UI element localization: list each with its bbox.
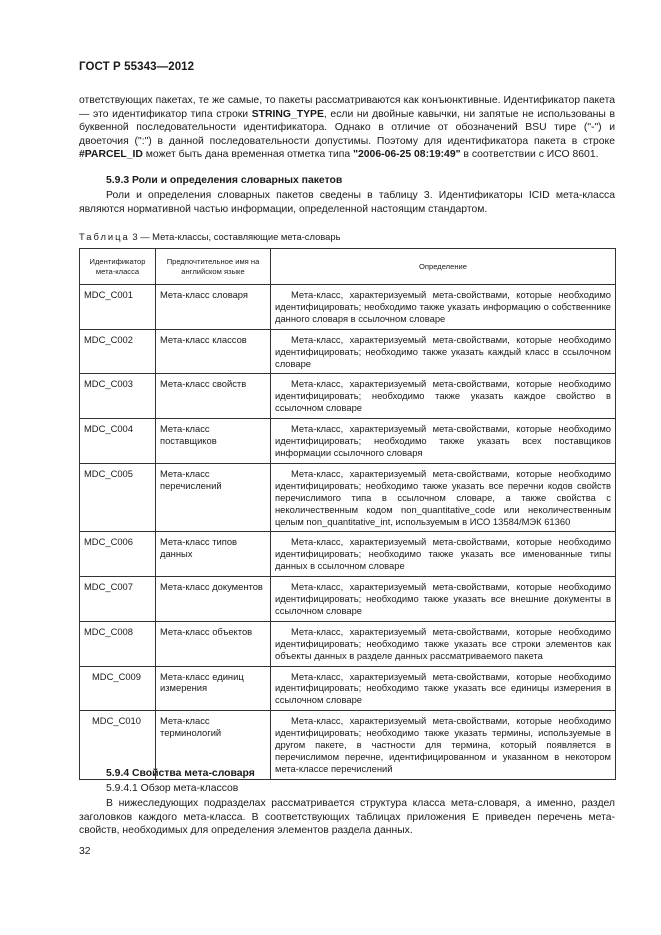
row-id: MDC_C006 xyxy=(80,532,156,577)
row-id: MDC_C007 xyxy=(80,577,156,622)
row-definition-text: Мета-класс, характеризуемый мета-свойствами, которые необходимо идентифицировать; необходимо также указать все внешние документы в ссылочном словаре xyxy=(275,581,611,616)
section-593-heading: 5.9.3 Роли и определения словарных пакетов xyxy=(106,175,343,186)
page-number: 32 xyxy=(79,846,91,857)
row-definition xyxy=(271,285,616,330)
document-header: ГОСТ Р 55343—2012 xyxy=(79,61,195,73)
parcel-id-term: #PARCEL_ID xyxy=(79,149,143,161)
row-name: Мета-класс документов xyxy=(156,577,271,622)
intro-paragraph xyxy=(79,94,615,162)
header-name: Предпочтительное имя на английском языке xyxy=(156,249,271,285)
row-definition-text: Мета-класс, характеризуемый мета-свойствами, которые необходимо идентифицировать; необходимо также указать термины, используемые в другом пакете, в частности для термина, который появляется в перечислимом перечне, идентифицированном и указанном в некотором мета-классе перечислений xyxy=(275,715,611,774)
section-5941-heading: 5.9.4.1 Обзор мета-классов xyxy=(106,783,239,794)
table-row xyxy=(80,621,616,666)
row-id: MDC_C010 xyxy=(80,711,156,780)
row-definition xyxy=(271,374,616,419)
table-row xyxy=(80,374,616,419)
row-definition xyxy=(271,666,616,711)
row-name: Мета-класс терминологий xyxy=(156,711,271,780)
row-definition-text: Мета-класс, характеризуемый мета-свойствами, которые необходимо идентифицировать; необходимо также указать все именованные типы данных в ссылочном словаре xyxy=(275,536,611,572)
table-row xyxy=(80,329,616,374)
row-name: Мета-класс словаря xyxy=(156,285,271,330)
row-id: MDC_C003 xyxy=(80,374,156,419)
intro-text-3: может быть дана временная отметка типа xyxy=(142,149,354,161)
row-definition-text: Мета-класс, характеризуемый мета-свойствами, которые необходимо идентифицировать; необходимо также указать всех поставщиков информации ссылочного словаря xyxy=(275,423,611,458)
row-definition xyxy=(271,532,616,577)
row-name: Мета-класс поставщиков xyxy=(156,419,271,464)
row-name: Мета-класс перечислений xyxy=(156,463,271,532)
row-name: Мета-класс единиц измерения xyxy=(156,666,271,711)
row-definition-text: Мета-класс, характеризуемый мета-свойствами, которые необходимо идентифицировать; необходимо также указать каждый класс в ссылочном словаре xyxy=(275,333,611,369)
row-name: Мета-класс типов данных xyxy=(156,532,271,577)
header-definition: Определение xyxy=(271,249,616,285)
row-definition-text: Мета-класс, характеризуемый мета-свойствами, которые необходимо идентифицировать; необходимо также указать все единицы измерения в ссылочном словаре xyxy=(275,670,611,706)
header-id: Идентификатор мета-класса xyxy=(80,249,156,285)
table-row xyxy=(80,285,616,330)
row-definition xyxy=(271,463,616,532)
table-row xyxy=(80,532,616,577)
section-594-paragraph: В нижеследующих подразделах рассматривается структура класса мета-словаря, а именно, раздел заголовков каждого мета-класса. В соответствующих таблицах приложения Е приведен перечень мета-свойств, необходимых для определения элементов раздела данных. xyxy=(79,798,615,837)
table-caption-label: Таблица xyxy=(79,231,130,242)
table-row xyxy=(80,666,616,711)
row-id: MDC_C008 xyxy=(80,621,156,666)
string-type-term: STRING_TYPE xyxy=(251,108,324,120)
section-593-paragraph: Роли и определения словарных пакетов сведены в таблицу 3. Идентификаторы ICID мета-класса являются нормативной частью информации, определенной настоящим стандартом. xyxy=(79,190,615,215)
intro-text-2: , если ни двойные кавычки, ни запятые не использованы в буквенной последовательности идентификатора. Однако в отличие от обозначений BSU тире ("-") и двоеточия (":") в данной последовательности допустимы. Поэтому для идентификатора пакета в строке xyxy=(79,108,615,147)
timestamp-example: "2006-06-25 08:19:49" xyxy=(353,149,461,161)
row-definition xyxy=(271,577,616,622)
row-name: Мета-класс классов xyxy=(156,329,271,374)
row-definition-text: Мета-класс, характеризуемый мета-свойствами, которые необходимо идентифицировать; необходимо также указать все перечни кодов свойств перечислимого типа в ссылочном словаре, а также свойства с неколичественным кодом non_quantitative_code или неколичественным целым non_quantitative_int, используемым в ИСО 13584/МЭК 61360 xyxy=(275,467,611,527)
row-id: MDC_C002 xyxy=(80,329,156,374)
table-row xyxy=(80,577,616,622)
row-definition xyxy=(271,419,616,464)
row-definition xyxy=(271,621,616,666)
row-id: MDC_C005 xyxy=(80,463,156,532)
row-definition xyxy=(271,329,616,374)
row-id: MDC_C009 xyxy=(80,666,156,711)
table-row xyxy=(80,419,616,464)
row-name: Мета-класс объектов xyxy=(156,621,271,666)
row-definition-text: Мета-класс, характеризуемый мета-свойствами, которые необходимо идентифицировать; необходимо также указать каждое свойство в ссылочном словаре xyxy=(275,378,611,414)
row-definition-text: Мета-класс, характеризуемый мета-свойствами, которые необходимо идентифицировать; необходимо также указать информацию о собственнике данного словаря в ссылочном словаре xyxy=(275,289,611,324)
row-id: MDC_C001 xyxy=(80,285,156,330)
meta-classes-table xyxy=(79,248,616,780)
table-header-row xyxy=(80,249,616,285)
row-definition xyxy=(271,711,616,780)
row-definition-text: Мета-класс, характеризуемый мета-свойствами, которые необходимо идентифицировать; необходимо также указать все строки элементов как объекты данных в разделе данных рассматриваемого пакета xyxy=(275,625,611,661)
table-caption xyxy=(79,231,340,242)
section-594-heading: 5.9.4 Свойства мета-словаря xyxy=(106,768,255,779)
intro-text-1: ответствующих пакетах, те же самые, то пакеты рассматриваются как конъюнктивные. Идентификатор пакета — это идентификатор типа строки xyxy=(79,95,615,120)
row-id: MDC_C004 xyxy=(80,419,156,464)
intro-text-4: в соответствии с ИСО 8601. xyxy=(460,149,599,161)
table-row xyxy=(80,463,616,532)
row-name: Мета-класс свойств xyxy=(156,374,271,419)
table-caption-text: 3 — Мета-классы, составляющие мета-словарь xyxy=(129,231,341,242)
